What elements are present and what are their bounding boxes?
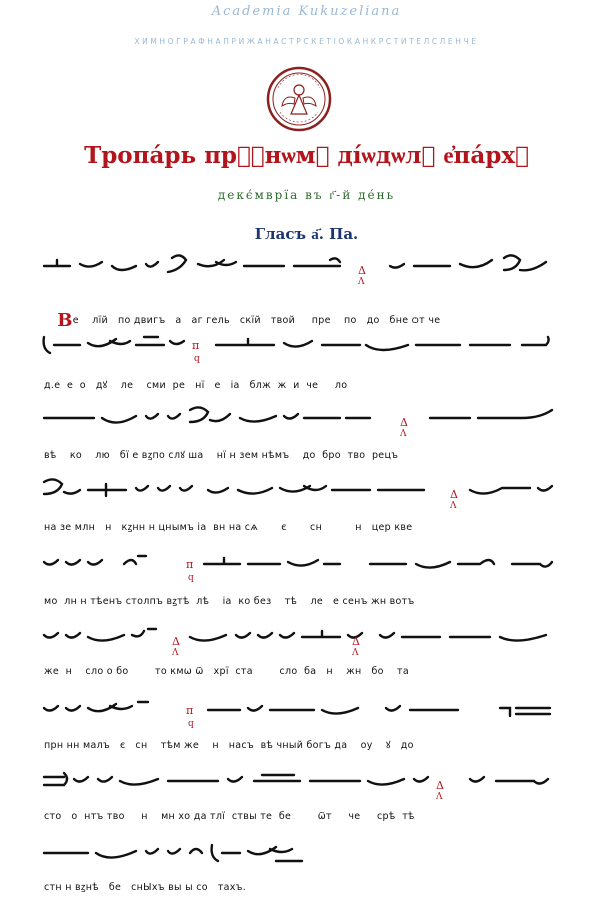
svg-text:Λ: Λ [352, 648, 359, 655]
lyric-text-1: е лїй по двигъ а аг гель скїй твой пре по до бне ѻт че [72, 315, 441, 326]
svg-text:π: π [186, 704, 194, 717]
academy-header: Academia Kukuzeliana [211, 4, 402, 19]
lyric-line-7: прн нн малъ є сн тѣм же н насъ вѣ чный богъ да оу ꙋ до [44, 740, 414, 751]
svg-text:π: π [186, 558, 194, 571]
lyric-line-1 [44, 297, 564, 331]
neume-row-7 [40, 692, 560, 728]
tone-indicator: Гласъ а҃. Па. [254, 225, 359, 243]
lyric-line-5: мо лн н тѣенъ столпъ вꙁтѣ лѣ іа ко без тѣ ле е сенъ жн вотъ [44, 596, 415, 607]
svg-text:q: q [194, 354, 200, 363]
neume-row-9 [40, 835, 560, 871]
svg-text:Λ: Λ [358, 277, 365, 284]
neume-row-8 [40, 763, 560, 799]
lyric-line-9: стн н вꙁнѣ бе снЫхъ вы ы со тахъ. [44, 882, 247, 893]
lyric-line-6: же н сло о бо то кмѡ ѿ хрї ста сло ба н жн бо та [44, 666, 409, 677]
svg-text:π: π [192, 339, 200, 352]
lyric-line-8: сто о нтъ тво н мн хо да тлї ствы те бе ѿт че срѣ тѣ [44, 811, 415, 822]
neume-row-6 [40, 619, 560, 655]
svg-text:Λ: Λ [450, 501, 457, 508]
svg-text:Λ: Λ [400, 429, 407, 436]
neume-row-2 [40, 327, 560, 363]
svg-text:Δ: Δ [450, 488, 458, 501]
page-subtitle: декє́мврїа въ г҃-й де́нь [217, 188, 396, 202]
svg-text:q: q [188, 573, 194, 582]
neume-row-5 [40, 546, 560, 582]
svg-text:Δ: Δ [400, 416, 408, 429]
lyric-line-3: вѣ ко лю бї е вꙁпо слꙋ ша нї н зем нѣмъ до бро тво рецъ [44, 450, 399, 461]
svg-text:Δ: Δ [352, 635, 360, 648]
neume-row-1 [40, 248, 560, 284]
angel-seal-icon [266, 66, 332, 132]
svg-text:q: q [188, 719, 194, 728]
page-title: Тропа́рь пр҇ⷩнѡмꙋ ді́ѡдѡлꙋ е҆па́рхꙋ [84, 142, 529, 169]
svg-text:Δ: Δ [436, 779, 444, 792]
neume-row-3 [40, 400, 560, 436]
lyric-line-4: на зе млн н кꙁнн н цнымъ іа вн на сѧ є сн н цер кве [44, 522, 413, 533]
initial-letter: В [57, 310, 73, 331]
neume-row-4 [40, 472, 560, 508]
lyric-line-2: д.е е о дꙋ ле сми ре нї е іа блж ж и че ло [44, 380, 348, 391]
svg-text:Λ: Λ [436, 792, 443, 799]
svg-text:Λ: Λ [172, 648, 179, 655]
svg-text:Δ: Δ [358, 264, 366, 277]
svg-text:Δ: Δ [172, 635, 180, 648]
banner-text: ХИМНОГРАФНАПРИЖАНАСТРСКЕТІОЌАНКРСТИТЕЛСЛЕНЧЕ [134, 37, 479, 46]
